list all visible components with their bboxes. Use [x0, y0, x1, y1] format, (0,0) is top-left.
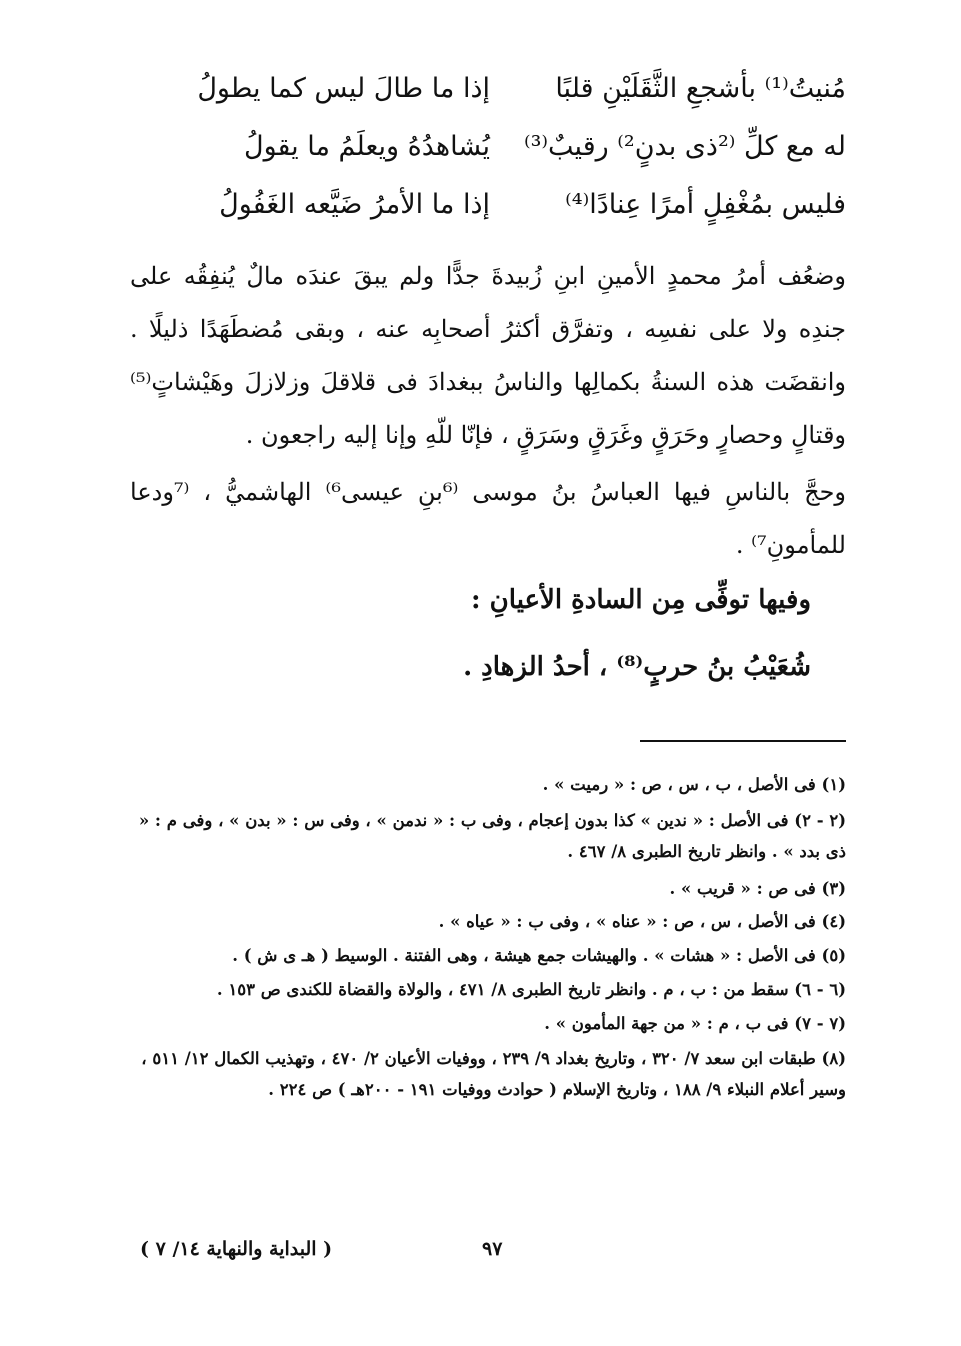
book-volume-label: ( البداية والنهاية ١٤/ ٧ )	[140, 1238, 333, 1260]
poem-line-1	[130, 66, 846, 112]
poem-hemistich-first: له مع كلِّ ⁽²ذى بدنٍ²⁾ رقيبٌ⁽³⁾	[523, 131, 846, 162]
footnote-7: (٧ - ٧) فى ب ، م : « من جهة المأمون » .	[544, 1014, 846, 1033]
section-heading-deaths: وفيها توفِّى مِن السادةِ الأعيانِ :	[471, 585, 811, 615]
paragraph-hajj-leader: وحجَّ بالناسِ فيها العباسُ بنُ موسى ⁽⁶بنِ عيسى⁶⁾ الهاشميُّ ، ⁽⁷ودعا للمأمونِ⁷⁾ .	[130, 478, 846, 559]
poem-line-2	[130, 124, 846, 170]
footnote-3: (٣) فى ص : « قريب » .	[669, 879, 846, 898]
footnote-6: (٦ - ٦) سقط من : ب ، م . وانظر تاريخ الطبرى ٨/ ٤٧١ ، والولاة والقضاة للكندى ص ١٥٣ .	[216, 980, 846, 999]
footnote-2: (٢ - ٢) فى الأصل : « ندين » كذا بدون إعجام ، وفى ب : « ندمن » ، وفى س : « بدن » ، وفى م : « ذى بدد » . وانظر تاريخ الطبرى ٨/ ٤٦٧ .	[138, 811, 846, 861]
footnote-8: (٨) طبقات ابن سعد ٧/ ٣٢٠ ، وتاريخ بغداد ٩/ ٢٣٩ ، ووفيات الأعيان ٢/ ٤٧٠ ، وتهذيب الكمال ١٢/ ٥١١ ، وسير أعلام النبلاء ٩/ ١٨٨ ، وتاريخ الإسلام ( حوادث ووفيات ١٩١ - ٢٠٠هـ ) ص ٢٢٤ .	[141, 1049, 846, 1099]
entry-heading-shuayb: شُعَيْبُ بنُ حربٍ⁽⁸⁾ ، أحدُ الزهادِ .	[463, 652, 811, 682]
poem-hemistich-second: يُشاهدُهُ ويعلَمُ ما يقولُ	[243, 131, 490, 162]
poem-hemistich-second: إذا ما الأمرُ ضَيَّعه الغَفُولُ	[219, 189, 490, 220]
poem-hemistich-second: إذا ما طالَ ليس كما يطولُ	[197, 73, 490, 104]
poem-hemistich-first: فليس بمُغْفِلٍ أمرًا عِنادًا⁽⁴⁾	[565, 189, 846, 220]
footnote-separator	[640, 740, 846, 742]
footnote-1: (١) فى الأصل ، ب ، س ، ص : « رميت » .	[542, 775, 846, 794]
poem-hemistich-first: مُنيتُ⁽¹⁾ بأشجعِ الثَّقَلَيْنِ قلبًا	[555, 73, 846, 104]
footnote-5: (٥) فى الأصل : « هشات » . والهيشات جمع هيشة ، وهى الفتنة . الوسيط ( هـ ى ش ) .	[232, 946, 846, 965]
footnote-4: (٤) فى الأصل ، س ، ص : « عناه » ، وفى ب : « عياه » .	[438, 912, 846, 931]
page-number: ٩٧	[482, 1238, 503, 1260]
poem-line-3	[130, 182, 846, 228]
paragraph-amin-weakness: وضعُف أمرُ محمدٍ الأمينِ ابنِ زُبيدةَ جدًّا ولم يبقَ عندَه مالٌ يُنفِقُه على جندِه ولا على نفسِه ، وتفرَّق أكثرُ أصحابِه عنه ، وبقى مُضطَهَدًا ذليلًا . وانقضَت هذه السنةُ بكمالِها والناسُ ببغدادَ فى قلاقلَ وزلازلَ وهَيْشاتٍ⁽⁵⁾ وقتالٍ وحصارٍ وحَرَقٍ وغَرَقٍ وسَرَقٍ ، فإنّا للّهِ وإنا إليه راجعون .	[130, 262, 847, 449]
